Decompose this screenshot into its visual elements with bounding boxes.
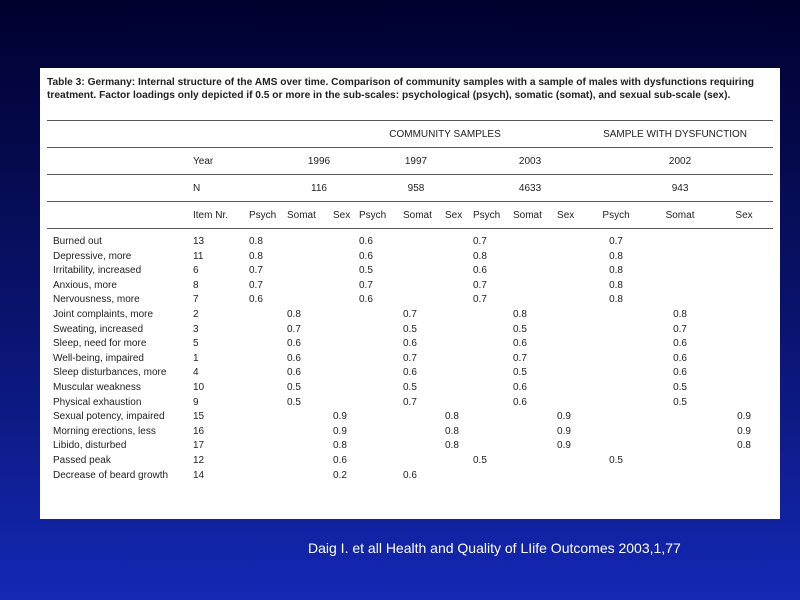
loading-cell — [287, 264, 333, 279]
subheader-somat: Somat — [645, 202, 715, 229]
loading-cell: 0.7 — [249, 279, 263, 291]
loading-cell — [473, 396, 513, 411]
loading-cell: 0.5 — [287, 396, 301, 408]
subheader-sex: Sex — [557, 202, 587, 229]
loading-cell — [715, 293, 773, 308]
loading-cell — [645, 454, 715, 469]
loading-cell — [445, 381, 473, 396]
n-1996: 116 — [249, 175, 359, 202]
loading-cell: 0.2 — [333, 469, 347, 481]
loading-cell: 0.9 — [557, 411, 571, 423]
loading-cell — [249, 396, 287, 411]
loading-cell: 0.7 — [609, 236, 623, 247]
loading-cell — [715, 279, 773, 294]
item-label: Sexual potency, impaired — [53, 411, 165, 423]
loading-cell — [473, 425, 513, 440]
loading-cell — [403, 235, 445, 250]
loading-cell: 0.7 — [473, 279, 487, 291]
loading-cell — [557, 293, 587, 308]
loading-cell — [557, 308, 587, 323]
loading-cell — [587, 366, 645, 381]
loading-cell — [557, 323, 587, 338]
item-number: 12 — [193, 454, 205, 466]
loading-cell — [557, 454, 587, 469]
loading-cell: 0.5 — [513, 367, 527, 379]
item-nr-header: Item Nr. — [193, 202, 249, 229]
loading-cell: 0.8 — [609, 250, 623, 262]
loading-cell: 0.8 — [609, 294, 623, 306]
table-row — [47, 396, 773, 411]
loading-cell — [473, 439, 513, 454]
loading-cell: 0.8 — [473, 250, 487, 262]
loading-cell — [645, 439, 715, 454]
loading-cell — [359, 439, 403, 454]
loading-cell — [403, 279, 445, 294]
loading-cell: 0.5 — [403, 381, 417, 393]
loading-cell — [333, 352, 359, 367]
loading-cell — [645, 469, 715, 484]
loading-cell: 0.6 — [673, 352, 687, 364]
loading-cell — [359, 425, 403, 440]
loading-cell — [287, 293, 333, 308]
loading-cell — [249, 469, 287, 484]
item-label: Sleep, need for more — [53, 338, 147, 350]
item-label: Well-being, impaired — [53, 352, 144, 364]
year-2003: 2003 — [473, 148, 587, 175]
item-number: 3 — [193, 323, 199, 335]
item-label: Morning erections, less — [53, 425, 156, 437]
loading-cell — [715, 250, 773, 265]
loading-cell — [359, 396, 403, 411]
loading-cell: 0.7 — [287, 323, 301, 335]
table-row — [47, 293, 773, 308]
loading-cell: 0.8 — [445, 425, 459, 437]
loading-cell — [473, 323, 513, 338]
loading-cell: 0.6 — [403, 338, 417, 350]
year-label: Year — [193, 148, 249, 175]
loading-cell — [403, 410, 445, 425]
year-2002: 2002 — [587, 148, 773, 175]
item-number: 14 — [193, 469, 205, 481]
loading-cell — [557, 366, 587, 381]
loading-cell — [333, 308, 359, 323]
loading-cell — [473, 366, 513, 381]
loading-cell — [513, 264, 557, 279]
loading-cell — [249, 337, 287, 352]
table-row — [47, 308, 773, 323]
loading-cell: 0.7 — [403, 352, 417, 364]
loading-cell — [715, 308, 773, 323]
loading-cell — [645, 410, 715, 425]
item-label: Sweating, increased — [53, 323, 144, 335]
loading-cell — [557, 264, 587, 279]
loading-cell — [445, 352, 473, 367]
subheader-sex: Sex — [715, 202, 773, 229]
loading-cell — [249, 308, 287, 323]
loading-cell — [557, 469, 587, 484]
subheader-somat: Somat — [403, 202, 445, 229]
loading-cell: 0.6 — [333, 454, 347, 466]
item-number: 2 — [193, 308, 199, 320]
item-number: 13 — [193, 236, 205, 247]
loading-cell — [473, 352, 513, 367]
loading-cell: 0.6 — [403, 469, 417, 481]
loading-cell — [513, 469, 557, 484]
subheader-somat: Somat — [513, 202, 557, 229]
loading-cell — [715, 352, 773, 367]
loading-cell — [333, 337, 359, 352]
loading-cell: 0.6 — [287, 367, 301, 379]
loading-cell — [587, 396, 645, 411]
table-caption: Table 3: Germany: Internal structure of the AMS over time. Comparison of community samples with a sample of males with dysfunctions requiring treatment. Factor loadings only depicted if 0.5 or more in the sub-scales: psychological (psych), somatic (somat), and sexual sub-scale (sex). — [47, 77, 755, 102]
loading-cell — [249, 323, 287, 338]
loading-cell — [715, 366, 773, 381]
loading-cell — [587, 439, 645, 454]
item-label: Irritability, increased — [53, 265, 142, 277]
loading-cell — [445, 469, 473, 484]
loading-cell — [333, 381, 359, 396]
loading-cell: 0.7 — [359, 279, 373, 291]
loading-cell — [645, 264, 715, 279]
loading-cell: 0.8 — [287, 308, 301, 320]
loading-cell: 0.6 — [359, 294, 373, 306]
item-number: 9 — [193, 396, 199, 408]
loading-cell — [403, 439, 445, 454]
item-number: 16 — [193, 425, 205, 437]
loading-cell — [249, 439, 287, 454]
loading-cell — [473, 469, 513, 484]
loading-cell — [587, 381, 645, 396]
loading-cell — [287, 425, 333, 440]
table-row — [47, 410, 773, 425]
loading-cell: 0.6 — [359, 250, 373, 262]
loading-cell — [645, 425, 715, 440]
loading-cell: 0.9 — [333, 425, 347, 437]
table-row — [47, 235, 773, 250]
loading-cell — [333, 235, 359, 250]
loading-cell — [587, 308, 645, 323]
table-row — [47, 439, 773, 454]
loading-cell — [249, 366, 287, 381]
loading-cell — [445, 279, 473, 294]
loading-cell — [333, 293, 359, 308]
subheader-psych: Psych — [587, 202, 645, 229]
loading-cell: 0.6 — [673, 367, 687, 379]
loading-cell: 0.6 — [249, 294, 263, 306]
loading-cell: 0.8 — [445, 411, 459, 423]
subheader-psych: Psych — [359, 202, 403, 229]
loading-cell — [513, 410, 557, 425]
dysfunction-sample-header: SAMPLE WITH DYSFUNCTION — [557, 121, 773, 148]
loading-cell: 0.9 — [737, 425, 751, 437]
table-row — [47, 337, 773, 352]
loading-cell — [359, 454, 403, 469]
item-number: 11 — [193, 250, 204, 262]
loading-cell — [249, 425, 287, 440]
loading-cell — [287, 279, 333, 294]
loading-cell: 0.8 — [609, 265, 623, 277]
loading-cell — [359, 366, 403, 381]
loading-cell: 0.5 — [673, 396, 687, 408]
loading-cell: 0.9 — [557, 440, 571, 452]
loading-cell — [715, 264, 773, 279]
loading-cell: 0.6 — [287, 352, 301, 364]
table-row — [47, 454, 773, 469]
loading-cell: 0.7 — [249, 265, 263, 277]
loading-cell — [359, 381, 403, 396]
loading-cell — [557, 235, 587, 250]
table-row — [47, 352, 773, 367]
item-number: 17 — [193, 440, 205, 452]
subheader-psych: Psych — [473, 202, 513, 229]
loading-cell — [645, 250, 715, 265]
loading-cell: 0.8 — [445, 440, 459, 452]
loading-cell — [287, 454, 333, 469]
n-2002: 943 — [587, 175, 773, 202]
loading-cell — [333, 323, 359, 338]
item-label: Anxious, more — [53, 279, 117, 291]
item-number: 8 — [193, 279, 199, 291]
subheader-sex: Sex — [445, 202, 473, 229]
community-samples-header: COMMUNITY SAMPLES — [333, 121, 557, 148]
loading-cell — [473, 308, 513, 323]
item-label: Muscular weakness — [53, 381, 141, 393]
loading-cell — [359, 323, 403, 338]
loading-cell — [645, 235, 715, 250]
loading-cell — [403, 264, 445, 279]
loading-cell — [445, 337, 473, 352]
n-row — [47, 175, 773, 202]
loading-cell — [445, 323, 473, 338]
item-label: Joint complaints, more — [53, 308, 154, 320]
loading-cell — [715, 337, 773, 352]
loading-cell — [403, 250, 445, 265]
loading-cell: 0.8 — [737, 440, 751, 452]
n-1997: 958 — [359, 175, 473, 202]
loading-cell: 0.5 — [673, 381, 687, 393]
loading-cell — [513, 425, 557, 440]
loading-cell — [445, 293, 473, 308]
loading-cell — [287, 469, 333, 484]
loading-cell: 0.9 — [333, 411, 347, 423]
subheader-psych: Psych — [249, 202, 287, 229]
loading-cell — [715, 469, 773, 484]
loading-cell: 0.6 — [673, 338, 687, 350]
loading-cell: 0.7 — [403, 396, 417, 408]
item-number: 7 — [193, 294, 199, 306]
loading-cell — [333, 264, 359, 279]
loading-cell — [587, 323, 645, 338]
loading-cell — [445, 366, 473, 381]
loading-cell: 0.9 — [557, 425, 571, 437]
loading-cell: 0.6 — [403, 367, 417, 379]
item-number: 4 — [193, 367, 199, 379]
loading-cell — [359, 410, 403, 425]
loading-cell: 0.6 — [513, 381, 527, 393]
loading-cell — [557, 381, 587, 396]
table-row — [47, 381, 773, 396]
loading-cell — [249, 352, 287, 367]
loading-cell: 0.9 — [737, 411, 751, 423]
loading-cell — [715, 323, 773, 338]
loading-cell: 0.7 — [513, 352, 527, 364]
loading-cell: 0.7 — [473, 236, 487, 247]
loading-cell — [645, 293, 715, 308]
item-label: Physical exhaustion — [53, 396, 142, 408]
item-label: Passed peak — [53, 454, 111, 466]
loading-cell — [513, 279, 557, 294]
loading-cell — [359, 308, 403, 323]
table-row — [47, 366, 773, 381]
table-row — [47, 279, 773, 294]
loading-cell — [249, 454, 287, 469]
year-1997: 1997 — [359, 148, 473, 175]
loading-cell: 0.6 — [287, 338, 301, 350]
loading-cell: 0.8 — [513, 308, 527, 320]
loading-cell: 0.5 — [287, 381, 301, 393]
item-label: Sleep disturbances, more — [53, 367, 167, 379]
item-number: 5 — [193, 338, 199, 350]
table-row — [47, 323, 773, 338]
group-header-row — [47, 121, 773, 148]
item-number: 1 — [193, 352, 199, 364]
loading-cell — [249, 381, 287, 396]
loading-cell — [715, 235, 773, 250]
item-label: Nervousness, more — [53, 294, 140, 306]
loading-cell — [715, 381, 773, 396]
item-number: 15 — [193, 411, 205, 423]
loading-cell — [287, 235, 333, 250]
subheader-row — [47, 202, 773, 229]
loading-cell: 0.5 — [609, 454, 623, 466]
item-label: Burned out — [53, 236, 102, 247]
loading-cell — [513, 454, 557, 469]
item-label: Decrease of beard growth — [53, 469, 169, 481]
loading-cell — [473, 337, 513, 352]
loading-cell: 0.5 — [359, 265, 373, 277]
loading-cell — [587, 337, 645, 352]
loading-cell — [333, 279, 359, 294]
loading-cell — [403, 454, 445, 469]
loading-cell — [715, 396, 773, 411]
loading-cell — [333, 396, 359, 411]
loading-cell — [287, 410, 333, 425]
loading-cell — [557, 337, 587, 352]
loading-cell — [587, 352, 645, 367]
item-label: Depressive, more — [53, 250, 132, 262]
loading-cell: 0.5 — [473, 454, 487, 466]
table-panel — [40, 68, 780, 519]
loading-cell — [287, 250, 333, 265]
year-row — [47, 148, 773, 175]
loading-cell — [473, 381, 513, 396]
citation-text: Daig I. et all Health and Quality of LIife Outcomes 2003,1,77 — [308, 540, 681, 556]
loading-cell — [403, 293, 445, 308]
item-number: 10 — [193, 381, 205, 393]
loading-cell — [587, 469, 645, 484]
subheader-sex: Sex — [333, 202, 359, 229]
loading-cell — [587, 410, 645, 425]
n-2003: 4633 — [473, 175, 587, 202]
loading-cell — [513, 235, 557, 250]
loading-cell: 0.8 — [249, 250, 263, 262]
loading-cell — [287, 439, 333, 454]
item-label: Libido, disturbed — [53, 440, 127, 452]
loading-cell: 0.6 — [473, 265, 487, 277]
n-label: N — [193, 175, 249, 202]
loading-cell: 0.6 — [513, 396, 527, 408]
item-number: 6 — [193, 265, 199, 277]
subheader-somat: Somat — [287, 202, 333, 229]
loading-cell — [513, 250, 557, 265]
loading-cell: 0.6 — [359, 236, 373, 247]
table-row — [47, 250, 773, 265]
loading-cell — [645, 279, 715, 294]
loading-cell — [249, 410, 287, 425]
loading-cell — [403, 425, 445, 440]
loading-cell: 0.8 — [609, 279, 623, 291]
loading-cell: 0.8 — [673, 308, 687, 320]
loading-cell: 0.7 — [473, 294, 487, 306]
loading-cell — [445, 396, 473, 411]
loading-cell: 0.5 — [513, 323, 527, 335]
loading-cell — [333, 250, 359, 265]
loading-cell — [557, 279, 587, 294]
loading-cell: 0.8 — [333, 440, 347, 452]
loading-cell: 0.5 — [403, 323, 417, 335]
loading-cell — [587, 425, 645, 440]
loading-cell: 0.6 — [513, 338, 527, 350]
loading-cell — [359, 469, 403, 484]
year-1996: 1996 — [249, 148, 359, 175]
loading-cell — [359, 337, 403, 352]
loading-cell — [557, 352, 587, 367]
loading-cell — [473, 410, 513, 425]
loading-cell — [513, 293, 557, 308]
table-row — [47, 264, 773, 279]
loading-cell: 0.7 — [403, 308, 417, 320]
ams-table — [47, 120, 773, 483]
loading-cell — [557, 250, 587, 265]
table-row — [47, 425, 773, 440]
loading-cell — [557, 396, 587, 411]
loading-cell — [715, 454, 773, 469]
loading-cell: 0.7 — [673, 323, 687, 335]
loading-cell — [445, 250, 473, 265]
loading-cell — [513, 439, 557, 454]
loading-cell — [445, 308, 473, 323]
loading-cell — [445, 454, 473, 469]
loading-cell — [445, 264, 473, 279]
loading-cell: 0.8 — [249, 236, 263, 247]
table-row — [47, 469, 773, 484]
loading-cell — [359, 352, 403, 367]
loading-cell — [445, 235, 473, 250]
loading-cell — [333, 366, 359, 381]
